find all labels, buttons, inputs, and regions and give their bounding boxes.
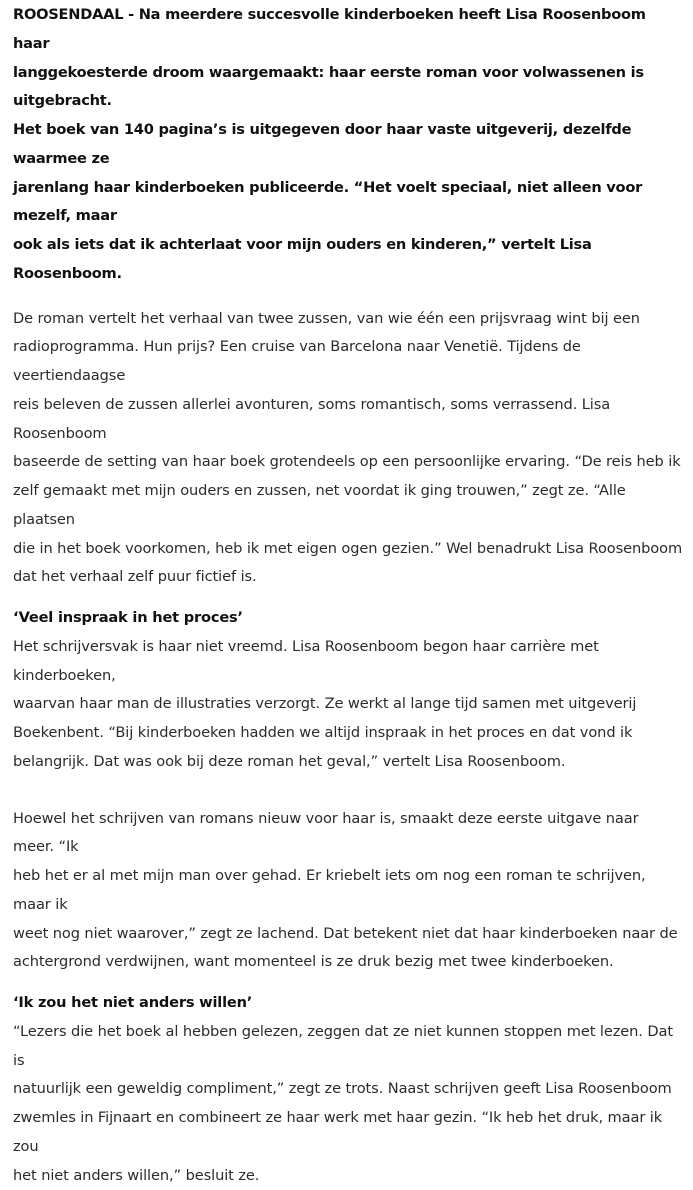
body-paragraph-2 xyxy=(13,633,683,777)
text-line: achtergrond verdwijnen, want momenteel is ze druk bezig met twee kinderboeken. xyxy=(13,948,683,977)
intro-paragraph xyxy=(13,0,683,289)
body-paragraph-3 xyxy=(13,805,683,978)
text-line: Boekenbent. “Bij kinderboeken hadden we altijd inspraak in het proces en dat vond ik xyxy=(13,719,683,748)
text-line: Hoewel het schrijven van romans nieuw voor haar is, smaakt deze eerste uitgave naar meer. “Ik xyxy=(13,805,683,863)
text-line: die in het boek voorkomen, heb ik met eigen ogen gezien.” Wel benadrukt Lisa Roosenboom xyxy=(13,535,683,564)
body-paragraph-4 xyxy=(13,1018,683,1190)
intro-line: ROOSENDAAL - Na meerdere succesvolle kinderboeken heeft Lisa Roosenboom haar xyxy=(13,1,683,59)
section-heading-2: ‘Ik zou het niet anders willen’ xyxy=(13,989,683,1018)
text-line: natuurlijk een geweldig compliment,” zegt ze trots. Naast schrijven geeft Lisa Roosenboom xyxy=(13,1075,683,1104)
body-paragraph-1 xyxy=(13,305,683,593)
text-line: reis beleven de zussen allerlei avonturen, soms romantisch, soms verrassend. Lisa Roosenboom xyxy=(13,391,683,449)
text-line: zelf gemaakt met mijn ouders en zussen, net voordat ik ging trouwen,” zegt ze. “Alle plaatsen xyxy=(13,477,683,535)
text-line: Het schrijversvak is haar niet vreemd. Lisa Roosenboom begon haar carrière met kinderboeken, xyxy=(13,633,683,691)
text-line: dat het verhaal zelf puur fictief is. xyxy=(13,563,683,592)
intro-line: jarenlang haar kinderboeken publiceerde. “Het voelt speciaal, niet alleen voor mezelf, maar xyxy=(13,174,683,232)
text-line: De roman vertelt het verhaal van twee zussen, van wie één een prijsvraag wint bij een xyxy=(13,305,683,334)
text-line: belangrijk. Dat was ook bij deze roman het geval,” vertelt Lisa Roosenboom. xyxy=(13,748,683,777)
intro-line: ook als iets dat ik achterlaat voor mijn ouders en kinderen,” vertelt Lisa Roosenboom. xyxy=(13,231,683,289)
text-line: baseerde de setting van haar boek grotendeels op een persoonlijke ervaring. “De reis heb ik xyxy=(13,448,683,477)
text-line: zwemles in Fijnaart en combineert ze haar werk met haar gezin. “Ik heb het druk, maar ik zou xyxy=(13,1104,683,1162)
text-line: “Lezers die het boek al hebben gelezen, zeggen dat ze niet kunnen stoppen met lezen. Dat is xyxy=(13,1018,683,1076)
text-line: weet nog niet waarover,” zegt ze lachend. Dat betekent niet dat haar kinderboeken naar de xyxy=(13,920,683,949)
intro-line: langgekoesterde droom waargemaakt: haar eerste roman voor volwassenen is uitgebracht. xyxy=(13,59,683,117)
text-line: heb het er al met mijn man over gehad. Er kriebelt iets om nog een roman te schrijven, maar ik xyxy=(13,862,683,920)
text-line: waarvan haar man de illustraties verzorgt. Ze werkt al lange tijd samen met uitgeverij xyxy=(13,690,683,719)
text-line: radioprogramma. Hun prijs? Een cruise van Barcelona naar Venetië. Tijdens de veertiendaagse xyxy=(13,333,683,391)
section-heading-1: ‘Veel inspraak in het proces’ xyxy=(13,604,683,633)
text-line: het niet anders willen,” besluit ze. xyxy=(13,1162,683,1190)
intro-line: Het boek van 140 pagina’s is uitgegeven door haar vaste uitgeverij, dezelfde waarmee ze xyxy=(13,116,683,174)
